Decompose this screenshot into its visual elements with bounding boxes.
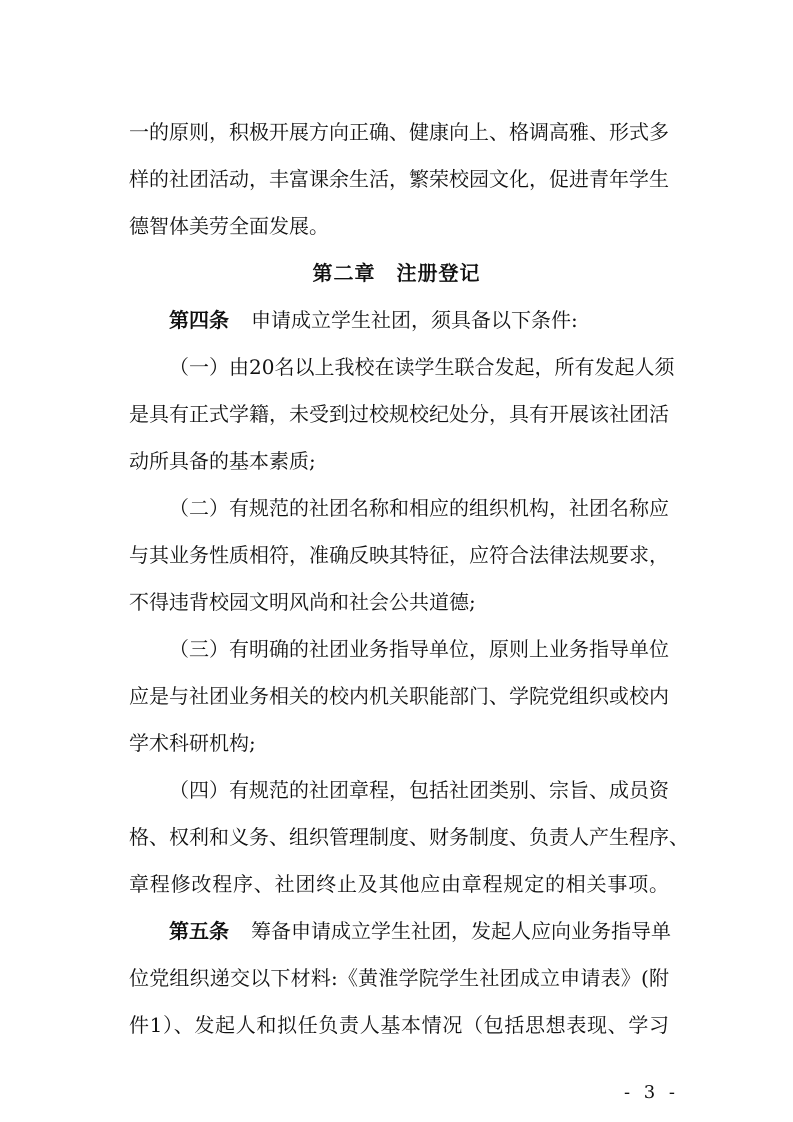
article4-label: 第四条: [169, 308, 229, 332]
article4-item3-line-2: 应是与社团业务相关的校内机关职能部门、学院党组织或校内: [129, 684, 669, 708]
article5-line-1: [169, 911, 669, 951]
article4-text: 申请成立学生社团，须具备以下条件:: [251, 308, 578, 332]
article4-item1-line-2: 是具有正式学籍，未受到过校规校纪处分，具有开展该社团活: [129, 402, 669, 426]
article4-item2-line-1: （二）有规范的社团名称和相应的组织机构，社团名称应: [169, 496, 669, 520]
article4-item1-line-3: 动所具备的基本素质;: [129, 449, 316, 473]
intro-line-3: 德智体美劳全面发展。: [129, 214, 329, 238]
article4-item2-line-2: 与其业务性质相符，准确反映其特征，应符合法律法规要求，: [129, 543, 669, 567]
article5-line-3: 件1）、发起人和拟任负责人基本情况（包括思想表现、学习: [129, 1013, 669, 1037]
article4-line: [169, 300, 669, 340]
intro-line-2: 样的社团活动，丰富课余生活，繁荣校园文化，促进青年学生: [129, 167, 669, 191]
article4-item3-line-3: 学术科研机构;: [129, 731, 256, 755]
article4-item4-line-3: 章程修改程序、社团终止及其他应由章程规定的相关事项。: [129, 872, 669, 896]
intro-line-1: 一的原则，积极开展方向正确、健康向上、格调高雅、形式多: [129, 120, 669, 144]
page-number: - 3 -: [623, 1082, 679, 1103]
article4-item1-line-1: （一）由20名以上我校在读学生联合发起，所有发起人须: [169, 355, 675, 379]
article4-item4-line-1: （四）有规范的社团章程，包括社团类别、宗旨、成员资: [169, 778, 669, 802]
article4-item3-line-1: （三）有明确的社团业务指导单位，原则上业务指导单位: [169, 637, 669, 661]
article4-item4-line-2: 格、权利和义务、组织管理制度、财务制度、负责人产生程序、: [129, 825, 689, 849]
article5-text: 筹备申请成立学生社团，发起人应向业务指导单: [251, 919, 671, 943]
article5-line-2: 位党组织递交以下材料:《黄淮学院学生社团成立申请表》(附: [129, 966, 669, 990]
article5-label: 第五条: [169, 919, 229, 943]
chapter-heading: 第二章 注册登记: [312, 261, 481, 285]
article4-item2-line-3: 不得违背校园文明风尚和社会公共道德;: [129, 590, 476, 614]
